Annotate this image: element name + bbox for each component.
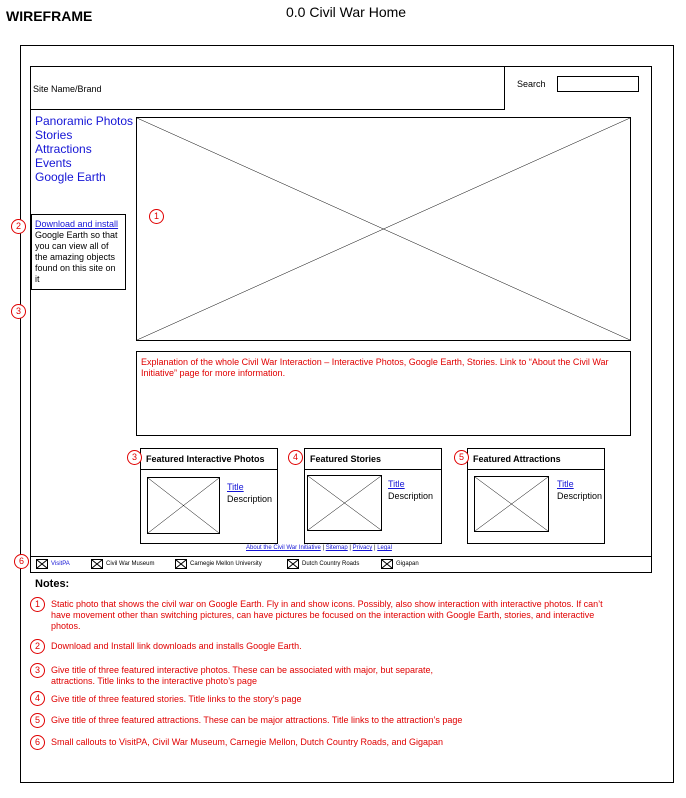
image-placeholder-icon xyxy=(148,478,219,533)
partner-label: Civil War Museum xyxy=(106,561,155,567)
note-number: 1 xyxy=(30,597,45,612)
search-input[interactable] xyxy=(557,76,639,92)
note-text: Static photo that shows the civil war on Google Earth. Fly in and show icons. Possibly, also show interaction with interactive photos. If can’t have movement other than switching pictures, can have pictures be focused on the interaction with Google Earth, stories, and interactive photos. xyxy=(51,599,603,631)
partner-gigapan[interactable] xyxy=(381,559,419,569)
notes-heading: Notes: xyxy=(35,578,70,590)
footer-link-sitemap[interactable]: Sitemap xyxy=(325,545,348,551)
featured-title-link[interactable]: Title xyxy=(227,482,244,492)
featured-heading: Featured Stories xyxy=(310,454,382,464)
nav-item-events[interactable]: Events xyxy=(35,156,72,170)
footer-link-legal[interactable]: Legal xyxy=(377,545,392,551)
wireframe-label: WIREFRAME xyxy=(6,8,93,24)
featured-attractions xyxy=(467,448,605,544)
image-placeholder-icon xyxy=(137,118,630,340)
download-box xyxy=(31,214,126,290)
left-nav xyxy=(35,114,133,184)
partner-label: Carnegie Mellon University xyxy=(190,561,262,567)
partner-civil-war-museum[interactable] xyxy=(91,559,154,569)
featured-image-placeholder xyxy=(147,477,220,534)
image-placeholder-icon xyxy=(308,476,381,530)
download-text xyxy=(35,219,122,285)
footer-link-privacy[interactable]: Privacy xyxy=(352,545,373,551)
callout-3: 3 xyxy=(127,450,142,465)
callout-4: 4 xyxy=(288,450,303,465)
hero-image-placeholder xyxy=(136,117,631,341)
image-placeholder-icon xyxy=(475,477,548,531)
note-text: Give title of three featured interactive photos. These can be associated with major, but separate, attractions. Title links to the interactive photo’s page xyxy=(51,665,434,686)
featured-stories xyxy=(304,448,442,544)
note-text: Small callouts to VisitPA, Civil War Museum, Carnegie Mellon, Dutch Country Roads, and Gigapan xyxy=(51,737,444,747)
site-header xyxy=(30,66,505,110)
note-number: 6 xyxy=(30,735,45,750)
note-number: 5 xyxy=(30,713,45,728)
featured-description: Description xyxy=(227,494,273,504)
featured-description: Description xyxy=(388,491,434,501)
callout-1: 1 xyxy=(149,209,164,224)
nav-item-attractions[interactable]: Attractions xyxy=(35,142,92,156)
callout-3-left: 3 xyxy=(11,304,26,319)
partner-logo-placeholder-icon xyxy=(175,559,187,569)
note-text: Give title of three featured attractions. These can be major attractions. Title links to the attraction’s page xyxy=(51,715,463,725)
nav-item-stories[interactable]: Stories xyxy=(35,128,73,142)
partner-logo-placeholder-icon xyxy=(91,559,103,569)
site-brand[interactable]: Site Name/Brand xyxy=(33,84,102,94)
note-text: Give title of three featured stories. Title links to the story’s page xyxy=(51,694,302,704)
note-number: 4 xyxy=(30,691,45,706)
footer-link-about[interactable]: About the Civil War Initiative xyxy=(246,545,321,551)
footer-links: About the Civil War Initiative | Sitemap | Privacy | Legal xyxy=(246,545,392,551)
partner-label: VisitPA xyxy=(51,561,70,567)
callout-6: 6 xyxy=(14,554,29,569)
download-install-link[interactable]: Download and install xyxy=(35,219,119,229)
note-number: 3 xyxy=(30,663,45,678)
partner-visitpa[interactable] xyxy=(36,559,70,569)
partner-logo-placeholder-icon xyxy=(381,559,393,569)
download-description: Google Earth so that you can view all of the amazing objects found on this site on it xyxy=(35,230,118,284)
nav-item-google-earth[interactable]: Google Earth xyxy=(35,170,106,184)
page-title: 0.0 Civil War Home xyxy=(286,4,407,20)
partner-divider xyxy=(30,556,652,557)
featured-description: Description xyxy=(557,491,603,501)
nav-item-panoramic-photos[interactable]: Panoramic Photos xyxy=(35,114,134,128)
featured-interactive-photos xyxy=(140,448,278,544)
partner-dutch-country-roads[interactable] xyxy=(287,559,359,569)
partner-logo-placeholder-icon xyxy=(287,559,299,569)
featured-image-placeholder xyxy=(474,476,549,532)
featured-heading: Featured Interactive Photos xyxy=(146,454,265,464)
featured-title-link[interactable]: Title xyxy=(388,479,405,489)
explanation-box xyxy=(136,351,631,436)
note-number: 2 xyxy=(30,639,45,654)
partner-logo-placeholder-icon xyxy=(36,559,48,569)
partner-carnegie-mellon[interactable] xyxy=(175,559,262,569)
callout-2: 2 xyxy=(11,219,26,234)
featured-image-placeholder xyxy=(307,475,382,531)
partner-label: Dutch Country Roads xyxy=(302,561,360,567)
featured-heading: Featured Attractions xyxy=(473,454,561,464)
callout-5: 5 xyxy=(454,450,469,465)
explanation-text: Explanation of the whole Civil War Interaction – Interactive Photos, Google Earth, Stories. Link to “About the Civil War Initiative” page for more information. xyxy=(141,357,609,378)
partner-label: Gigapan xyxy=(396,561,419,567)
search-label: Search xyxy=(517,79,546,89)
featured-title-link[interactable]: Title xyxy=(557,479,574,489)
note-text: Download and Install link downloads and installs Google Earth. xyxy=(51,641,302,651)
